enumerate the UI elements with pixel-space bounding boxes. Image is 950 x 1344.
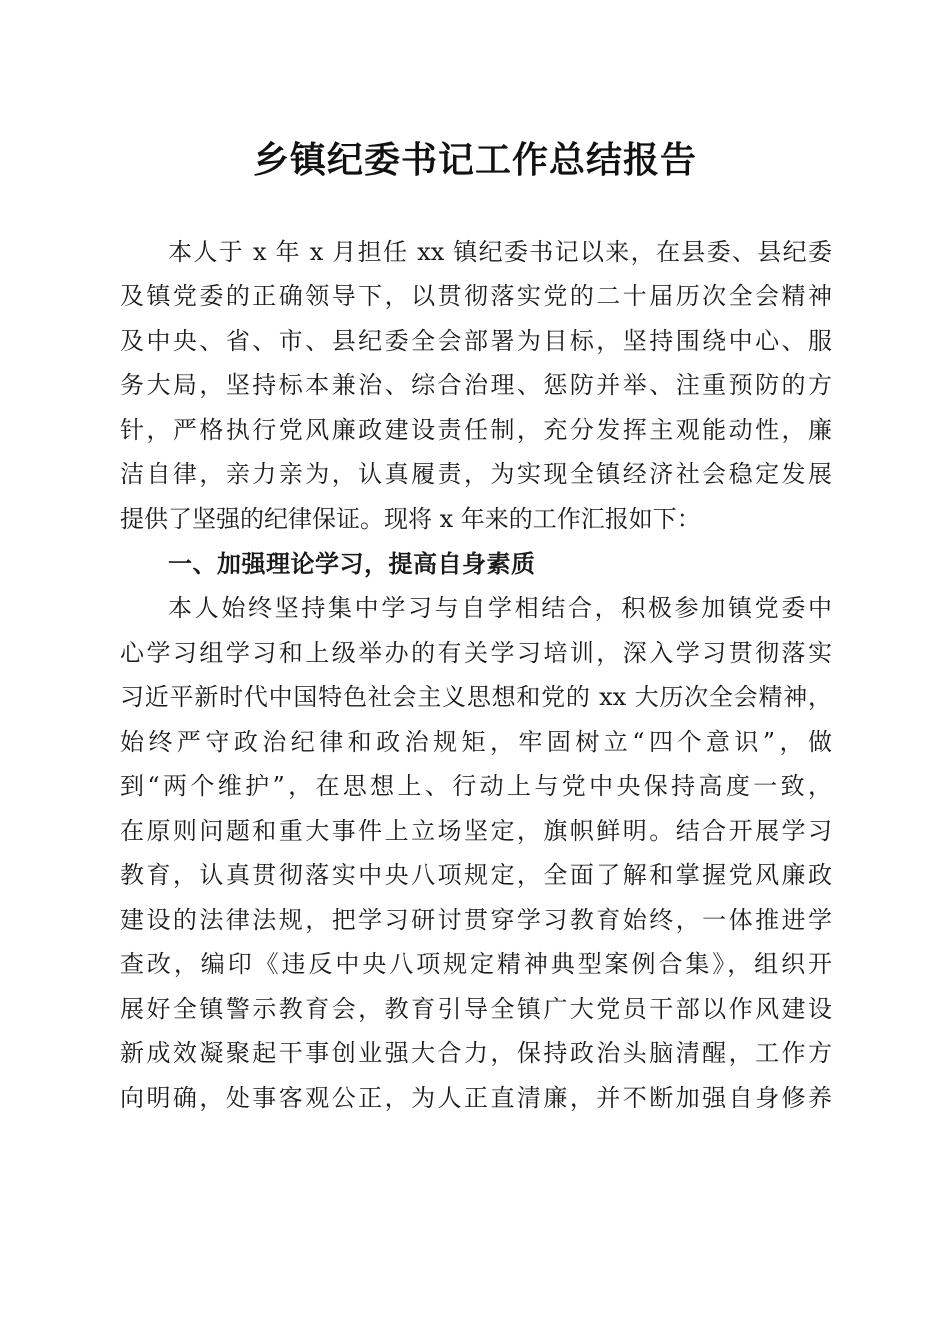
paragraph-2-line: 教育，认真贯彻落实中央八项规定，全面了解和掌握党风廉政 xyxy=(120,861,832,889)
paragraph-1-line: 针，严格执行党风廉政建设责任制，充分发挥主观能动性，廉 xyxy=(120,416,832,444)
section-heading: 一、加强理论学习，提高自身素质 xyxy=(168,550,536,578)
paragraph-1-line: 及中央、省、市、县纪委全会部署为目标，坚持围绕中心、服 xyxy=(120,327,832,355)
paragraph-2-line: 本人始终坚持集中学习与自学相结合，积极参加镇党委中 xyxy=(168,594,832,622)
paragraph-1-line: 本人于 x 年 x 月担任 xx 镇纪委书记以来，在县委、县纪委 xyxy=(168,238,832,266)
paragraph-1-line: 提供了坚强的纪律保证。现将 x 年来的工作汇报如下： xyxy=(120,505,701,533)
paragraph-2-line: 新成效凝聚起干事创业强大合力，保持政治头脑清醒，工作方 xyxy=(120,1039,832,1067)
paragraph-1-line: 务大局，坚持标本兼治、综合治理、惩防并举、注重预防的方 xyxy=(120,371,832,399)
paragraph-1-line: 洁自律，亲力亲为，认真履责，为实现全镇经济社会稳定发展 xyxy=(120,460,832,488)
paragraph-2-line: 向明确，处事客观公正，为人正直清廉，并不断加强自身修养 xyxy=(120,1084,832,1112)
paragraph-2-line: 到“两个维护”，在思想上、行动上与党中央保持高度一致， xyxy=(120,772,832,800)
paragraph-2-line: 查改，编印《违反中央八项规定精神典型案例合集》，组织开 xyxy=(120,950,832,978)
paragraph-2-line: 展好全镇警示教育会，教育引导全镇广大党员干部以作风建设 xyxy=(120,995,832,1023)
document-title: 乡镇纪委书记工作总结报告 xyxy=(252,139,697,181)
paragraph-2-line: 习近平新时代中国特色社会主义思想和党的 xx 大历次全会精神， xyxy=(120,683,832,711)
paragraph-2-line: 心学习组学习和上级举办的有关学习培训，深入学习贯彻落实 xyxy=(120,639,832,667)
paragraph-2-line: 在原则问题和重大事件上立场坚定，旗帜鲜明。结合开展学习 xyxy=(120,817,832,845)
paragraph-2-line: 建设的法律法规，把学习研讨贯穿学习教育始终，一体推进学 xyxy=(120,906,832,934)
paragraph-1-line: 及镇党委的正确领导下，以贯彻落实党的二十届历次全会精神 xyxy=(120,282,832,310)
paragraph-2-line: 始终严守政治纪律和政治规矩，牢固树立“四个意识”，做 xyxy=(120,728,832,756)
